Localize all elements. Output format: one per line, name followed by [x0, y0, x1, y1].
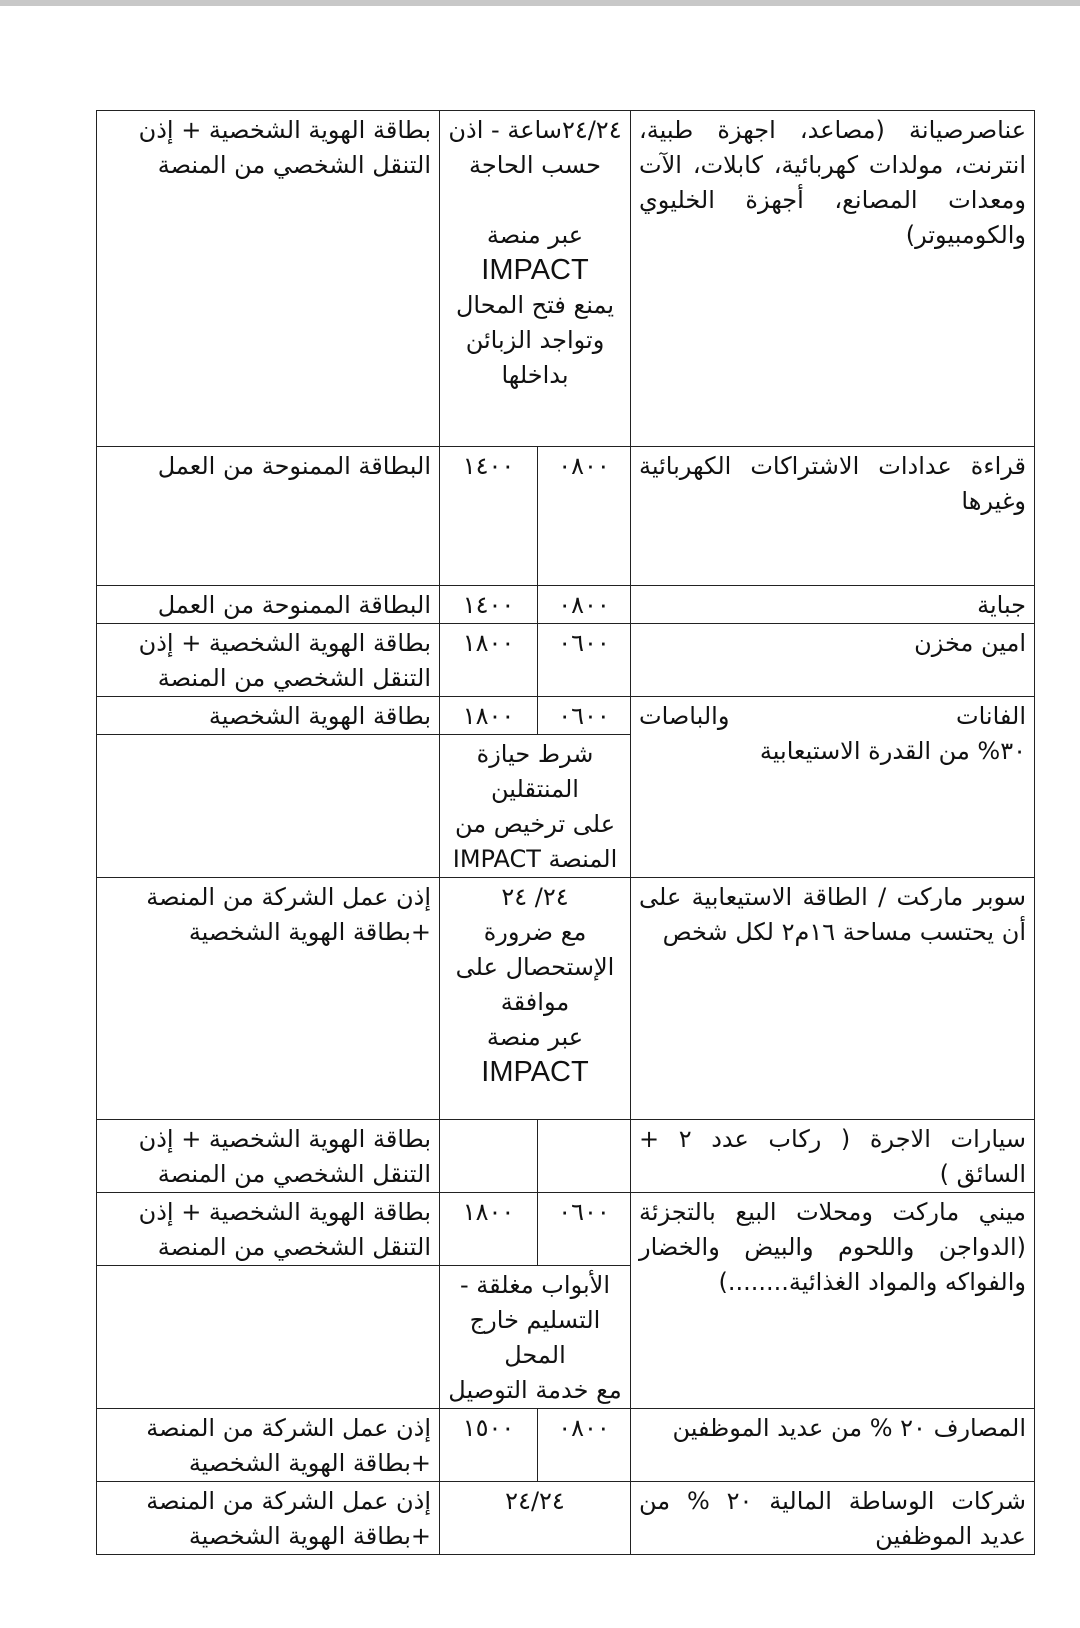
hours-cell — [440, 878, 631, 1120]
hours-line: بداخلها — [501, 361, 569, 389]
note-line: التسليم خارج المحل — [469, 1306, 601, 1369]
hours-cell: ٢٤/٢٤ — [440, 1482, 631, 1555]
hours-line: وتواجد الزبائن — [465, 326, 605, 354]
from-time-cell: ٠٨٠٠ — [538, 586, 631, 624]
empty-cell — [97, 1266, 440, 1409]
table-row — [97, 624, 1035, 697]
activity-word: الفانات — [955, 702, 1027, 730]
activity-cell: عناصرصيانة (مصاعد، اجهزة طبية، انترنت، مولدات كهربائية، كابلات، الآت ومعدات المصانع، أجهزة الخليوي والكومبيوتر) — [631, 111, 1035, 447]
to-time-cell: ١٨٠٠ — [440, 624, 538, 697]
to-time-cell: ١٤٠٠ — [440, 586, 538, 624]
table-row — [97, 1482, 1035, 1555]
to-time-cell: ١٨٠٠ — [440, 697, 538, 735]
table-row — [97, 111, 1035, 447]
hours-line: موافقة — [500, 988, 570, 1016]
activity-cell: جباية — [631, 586, 1035, 624]
note-cell — [440, 1266, 631, 1409]
activity-cell — [631, 697, 1035, 878]
document-cell: بطاقة الهوية الشخصية + إذن التنقل الشخصي من المنصة — [97, 624, 440, 697]
document-cell: إذن عمل الشركة من المنصة +بطاقة الهوية الشخصية — [97, 878, 440, 1120]
hours-line: عبر منصة — [486, 1023, 584, 1051]
table-row — [97, 586, 1035, 624]
activity-cell: المصارف ٢٠ % من عديد الموظفين — [631, 1409, 1035, 1482]
document-cell: إذن عمل الشركة من المنصة +بطاقة الهوية الشخصية — [97, 1409, 440, 1482]
hours-line: ٢٤/٢٤ساعة - اذن — [448, 116, 622, 144]
activity-word: والباصات — [639, 702, 730, 730]
table-row — [97, 1409, 1035, 1482]
activity-cell: سوبر ماركت / الطاقة الاستيعابية على أن يحتسب مساحة ١٦م٢ لكل شخص — [631, 878, 1035, 1120]
hours-line: مع ضرورة — [483, 918, 587, 946]
activity-cell: شركات الوساطة المالية ٢٠ % من عديد الموظفين — [631, 1482, 1035, 1555]
note-line: مع خدمة التوصيل — [448, 1376, 622, 1404]
document-cell: بطاقة الهوية الشخصية + إذن التنقل الشخصي من المنصة — [97, 111, 440, 447]
empty-cell — [97, 735, 440, 878]
table-row — [97, 447, 1035, 586]
note-line: الأبواب مغلقة - — [460, 1271, 610, 1299]
from-time-cell: ٠٦٠٠ — [538, 697, 631, 735]
document-page — [96, 110, 1035, 1555]
regulations-table — [96, 110, 1035, 1555]
activity-line: ٣٠% من القدرة الاستيعابية — [759, 737, 1027, 765]
hours-line: يمنع فتح المحال — [455, 291, 615, 319]
to-time-cell — [440, 1120, 538, 1193]
document-cell: بطاقة الهوية الشخصية — [97, 697, 440, 735]
note-cell — [440, 735, 631, 878]
hours-cell — [440, 111, 631, 447]
activity-cell: قراءة عدادات الاشتراكات الكهربائية وغيرها — [631, 447, 1035, 586]
document-cell: البطاقة الممنوحة من العمل — [97, 586, 440, 624]
table-row — [97, 697, 1035, 735]
hours-line: حسب الحاجة — [469, 151, 601, 179]
from-time-cell — [538, 1120, 631, 1193]
activity-cell: سيارات الاجرة ( ركاب عدد ٢ + السائق ) — [631, 1120, 1035, 1193]
note-line: على ترخيص من — [454, 810, 616, 838]
note-line: شرط حيازة المنتقلين — [476, 740, 594, 803]
to-time-cell: ١٨٠٠ — [440, 1193, 538, 1266]
activity-cell: ميني ماركت ومحلات البيع بالتجزئة (الدواجن واللحوم والبيض والخضار والفواكه والمواد الغذائية........) — [631, 1193, 1035, 1409]
from-time-cell: ٠٦٠٠ — [538, 1193, 631, 1266]
spacer — [448, 183, 622, 218]
document-cell: بطاقة الهوية الشخصية + إذن التنقل الشخصي من المنصة — [97, 1120, 440, 1193]
platform-name: IMPACT — [481, 254, 589, 286]
hours-line: الإستحصال على — [455, 953, 615, 981]
to-time-cell: ١٥٠٠ — [440, 1409, 538, 1482]
table-row — [97, 1193, 1035, 1266]
from-time-cell: ٠٨٠٠ — [538, 1409, 631, 1482]
activity-cell: امين مخزن — [631, 624, 1035, 697]
document-cell: إذن عمل الشركة من المنصة +بطاقة الهوية الشخصية — [97, 1482, 440, 1555]
table-row — [97, 1120, 1035, 1193]
table-row — [97, 878, 1035, 1120]
activity-line — [639, 699, 1026, 734]
top-edge-bar — [0, 0, 1080, 6]
document-cell: البطاقة الممنوحة من العمل — [97, 447, 440, 586]
from-time-cell: ٠٦٠٠ — [538, 624, 631, 697]
from-time-cell: ٠٨٠٠ — [538, 447, 631, 586]
note-line: المنصة IMPACT — [452, 845, 618, 873]
document-cell: بطاقة الهوية الشخصية + إذن التنقل الشخصي من المنصة — [97, 1193, 440, 1266]
to-time-cell: ١٤٠٠ — [440, 447, 538, 586]
hours-line: ٢٤/ ٢٤ — [501, 883, 569, 911]
platform-name: IMPACT — [481, 1056, 589, 1088]
hours-line: عبر منصة — [486, 221, 584, 249]
